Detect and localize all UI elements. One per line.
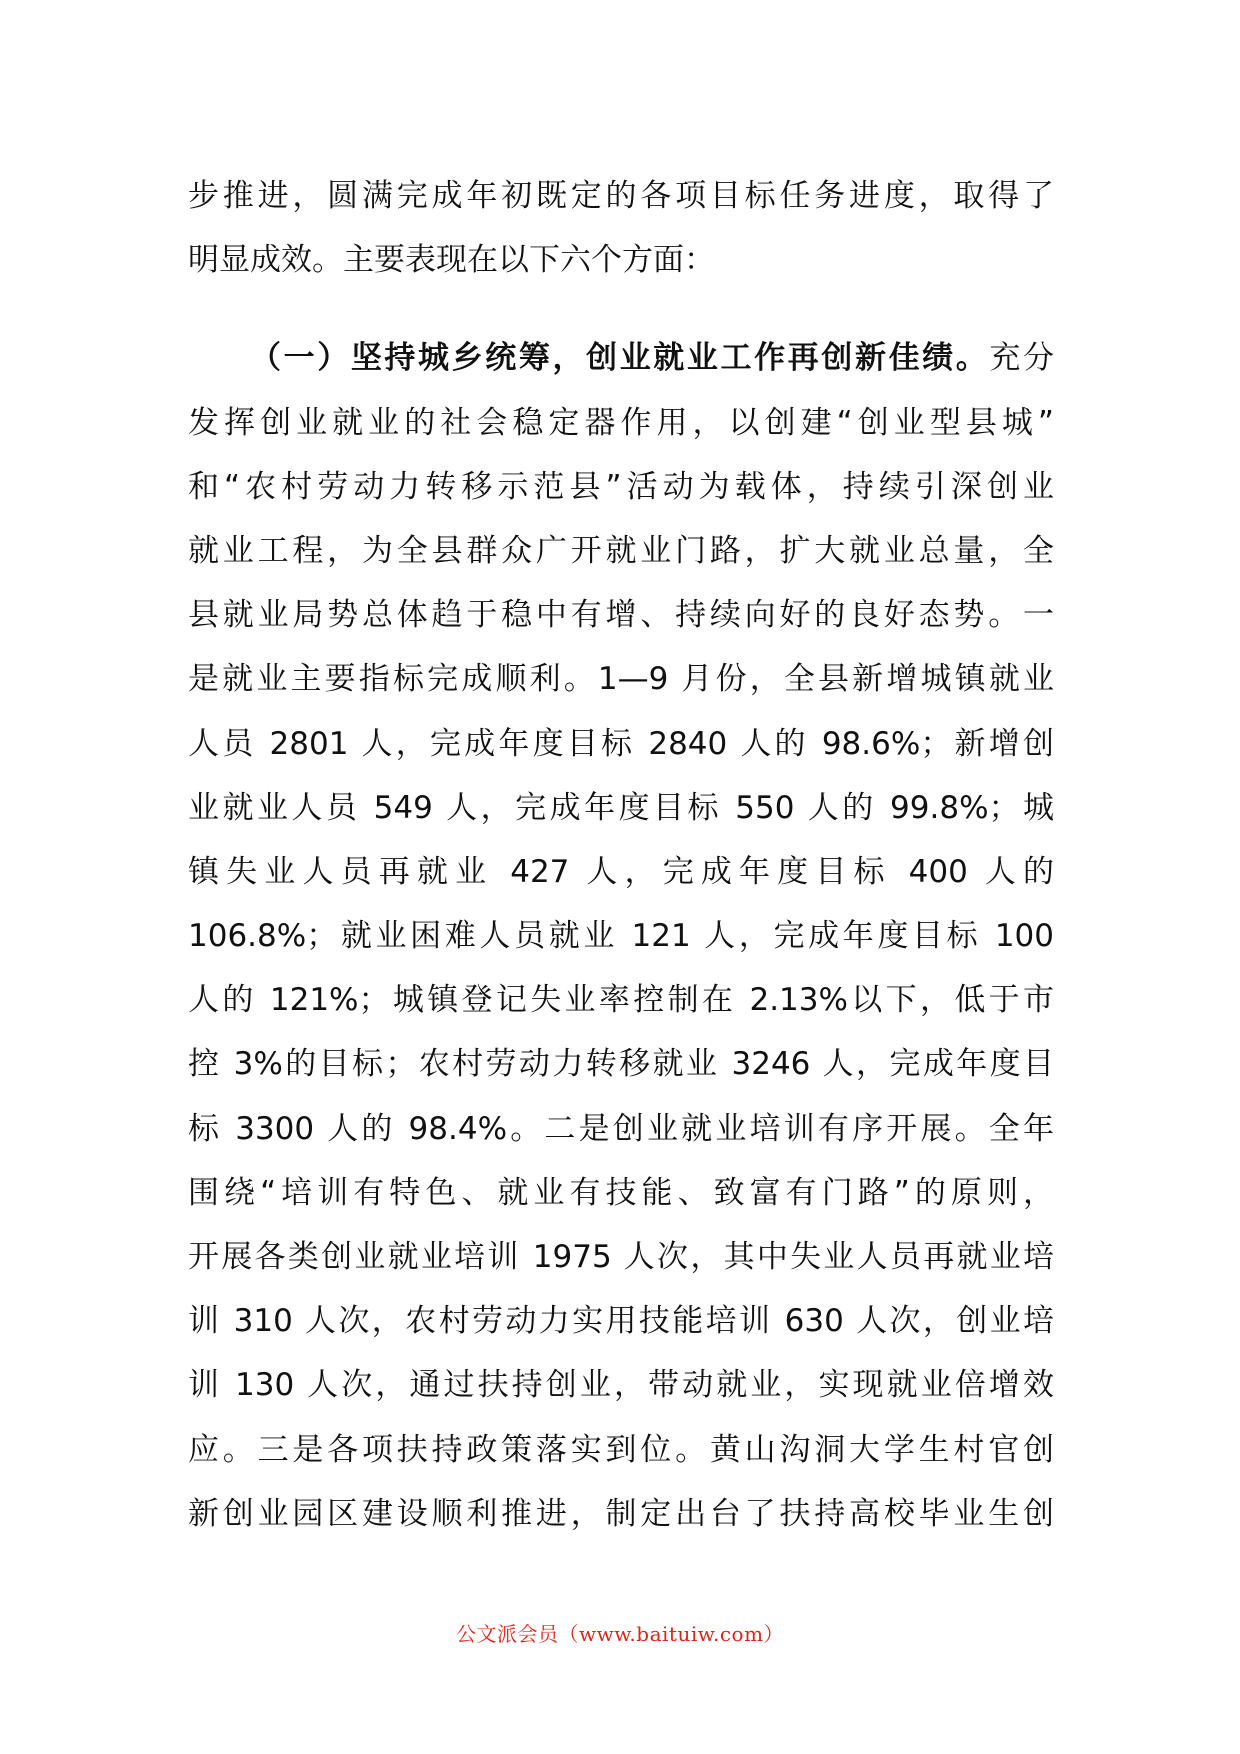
text-line: 人的 121%；城镇登记失业率控制在 2.13%以下，低于市 bbox=[188, 982, 1054, 1019]
section-heading-line bbox=[188, 326, 1054, 390]
text-line: 应。三是各项扶持政策落实到位。黄山沟洞大学生村官创 bbox=[188, 1431, 1054, 1468]
text-line: 训 310 人次，农村劳动力实用技能培训 630 人次，创业培 bbox=[188, 1303, 1054, 1340]
text-line: 围绕“培训有特色、就业有技能、致富有门路”的原则， bbox=[188, 1174, 1054, 1211]
footer-watermark-link[interactable]: 公文派会员（www.baituiw.com） bbox=[455, 1622, 785, 1646]
text-line: 训 130 人次，通过扶持创业，带动就业，实现就业倍增效 bbox=[188, 1367, 1054, 1404]
text-line: 就业工程，为全县群众广开就业门路，扩大就业总量，全 bbox=[188, 532, 1054, 569]
text-line: 镇失业人员再就业 427 人，完成年度目标 400 人的 bbox=[188, 853, 1054, 890]
heading-continuation: 充分 bbox=[989, 340, 1054, 377]
paragraph-gap bbox=[188, 292, 1054, 326]
text-line: 是就业主要指标完成顺利。1—9 月份，全县新增城镇就业 bbox=[188, 661, 1054, 698]
text-line: 人员 2801 人，完成年度目标 2840 人的 98.6%；新增创 bbox=[188, 725, 1054, 762]
section-heading: （一）坚持城乡统筹，创业就业工作再创新佳绩。 bbox=[250, 340, 990, 377]
text-line: 县就业局势总体趋于稳中有增、持续向好的良好态势。一 bbox=[188, 597, 1054, 634]
text-line: 业就业人员 549 人，完成年度目标 550 人的 99.8%；城 bbox=[188, 789, 1054, 826]
text-line: 标 3300 人的 98.4%。二是创业就业培训有序开展。全年 bbox=[188, 1110, 1054, 1147]
text-line: 明显成效。主要表现在以下六个方面： bbox=[188, 242, 715, 279]
text-line: 步推进，圆满完成年初既定的各项目标任务进度，取得了 bbox=[188, 178, 1054, 214]
body-text bbox=[188, 164, 1054, 1546]
text-line: 开展各类创业就业培训 1975 人次，其中失业人员再就业培 bbox=[188, 1239, 1054, 1275]
text-line: 和“农村劳动力转移示范县”活动为载体，持续引深创业 bbox=[188, 468, 1054, 505]
text-line: 新创业园区建设顺利推进，制定出台了扶持高校毕业生创 bbox=[188, 1495, 1054, 1532]
text-line: 控 3%的目标；农村劳动力转移就业 3246 人，完成年度目 bbox=[188, 1046, 1054, 1083]
text-line: 106.8%；就业困难人员就业 121 人，完成年度目标 100 bbox=[188, 918, 1054, 955]
text-line: 发挥创业就业的社会稳定器作用，以创建“创业型县城” bbox=[188, 404, 1054, 441]
